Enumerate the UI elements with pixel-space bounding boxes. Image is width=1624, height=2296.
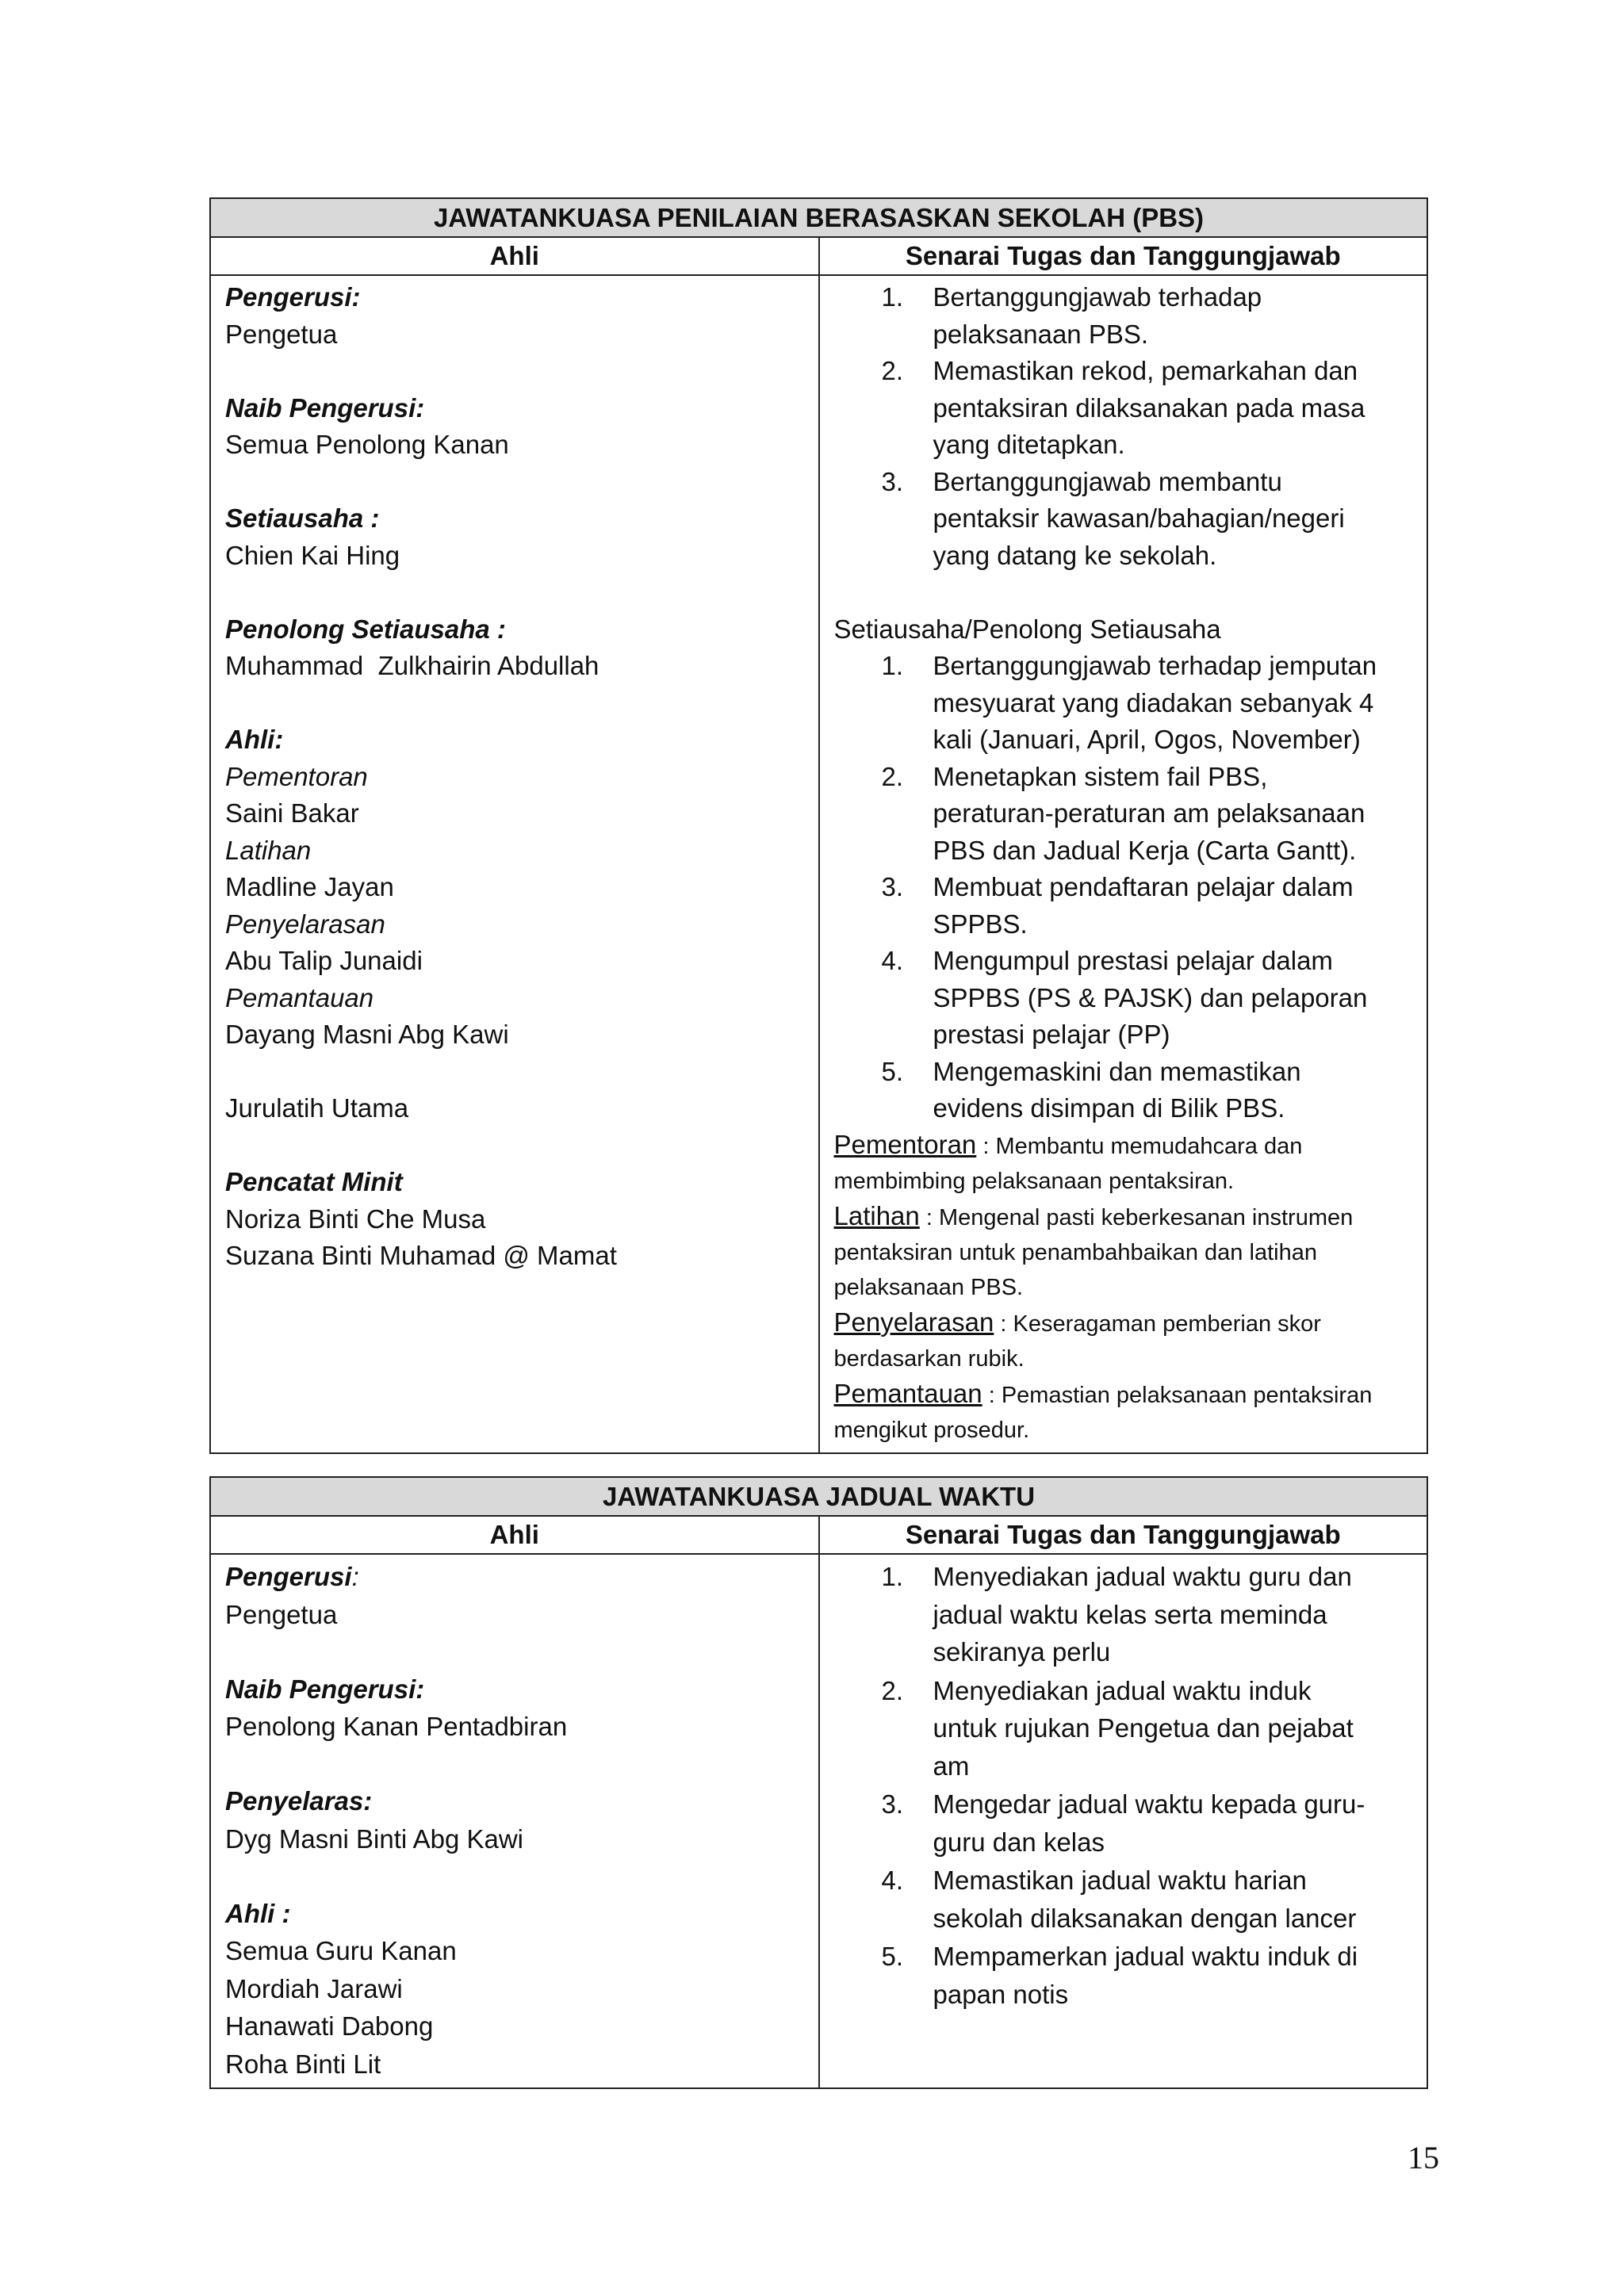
list-item: 2. Menyediakan jadual waktu induk untuk rujukan Pengetua dan pejabat am: [881, 1675, 1354, 1781]
pbs-minutes-2: Suzana Binti Muhamad @ Mamat: [225, 1241, 617, 1270]
pbs-duties-list: [834, 279, 1418, 574]
timetable-col-duties: Senarai Tugas dan Tanggungjawab: [819, 1516, 1428, 1554]
list-item: 4. Mengumpul prestasi pelajar dalam SPPBS (PS & PAJSK) dan pelaporan prestasi pelajar (PP): [881, 946, 1368, 1049]
pbs-secretary-duties-list: [834, 648, 1418, 1127]
list-item: 1. Bertanggungjawab terhadap pelaksanaan PBS.: [881, 282, 1262, 349]
pbs-definitions: [834, 1127, 1418, 1448]
pbs-training-label: Latihan: [225, 835, 312, 865]
list-item: 5. Mempamerkan jadual waktu induk di papan notis: [881, 1942, 1358, 2009]
pbs-mentoring-label: Pementoran: [225, 761, 368, 791]
pbs-duties-cell: [819, 275, 1428, 1453]
pbs-minutes-label: Pencatat Minit: [225, 1167, 403, 1196]
pbs-chair-label: Pengerusi:: [225, 282, 361, 312]
list-item: 1. Menyediakan jadual waktu guru dan jadual waktu kelas serta meminda sekiranya perlu: [881, 1562, 1352, 1667]
timetable-committee-table: [209, 1476, 1428, 2089]
definition-item: Latihan : Mengenal pasti keberkesanan instrumen pentaksiran untuk penambahbaikan dan latihan pelaksanaan PBS.: [833, 1200, 1354, 1300]
definition-item: Penyelarasan : Keseragaman pemberian skor berdasarkan rubik.: [833, 1307, 1321, 1372]
definition-item: Pementoran : Membantu memudahcara dan membimbing pelaksanaan pentaksiran.: [833, 1129, 1303, 1194]
list-item: 2. Menetapkan sistem fail PBS, peraturan-peraturan am pelaksanaan PBS dan Jadual Kerja (Carta Gantt).: [881, 761, 1365, 865]
pbs-asst-secretary-label: Penolong Setiausaha :: [225, 614, 506, 644]
pbs-mentoring: Saini Bakar: [225, 798, 359, 828]
pbs-members-label: Ahli:: [225, 725, 284, 754]
timetable-duties-list: [834, 1558, 1418, 2013]
pbs-members-cell: [210, 275, 819, 1453]
pbs-minutes-1: Noriza Binti Che Musa: [225, 1203, 486, 1234]
pbs-committee-table: [209, 197, 1428, 1454]
list-item: 1. Bertanggungjawab terhadap jemputan mesyuarat yang diadakan sebanyak 4 kali (Januari, April, Ogos, November): [881, 651, 1377, 754]
list-item: 3. Bertanggungjawab membantu pentaksir kawasan/bahagian/negeri yang datang ke sekolah.: [881, 466, 1345, 570]
timetable-members-cell: [210, 1554, 819, 2088]
timetable-member: Hanawati Dabong: [225, 2011, 434, 2041]
pbs-secretary-heading: Setiausaha/Penolong Setiausaha: [833, 614, 1221, 644]
pbs-title: JAWATANKUASA PENILAIAN BERASASKAN SEKOLAH (PBS): [210, 198, 1427, 237]
timetable-title: JAWATANKUASA JADUAL WAKTU: [210, 1477, 1427, 1516]
timetable-vice-label: Naib Pengerusi:: [225, 1674, 425, 1704]
list-item: 5. Mengemaskini dan memastikan evidens disimpan di Bilik PBS.: [881, 1056, 1301, 1123]
pbs-monitoring: Dayang Masni Abg Kawi: [225, 1020, 509, 1049]
timetable-member: Semua Guru Kanan: [225, 1936, 457, 1965]
timetable-member: Roha Binti Lit: [225, 2049, 381, 2079]
timetable-col-members: Ahli: [210, 1516, 819, 1554]
timetable-member: Mordiah Jarawi: [225, 1973, 403, 2003]
pbs-vice: Semua Penolong Kanan: [225, 430, 509, 459]
timetable-coordinator-label: Penyelaras:: [225, 1786, 373, 1816]
timetable-vice: Penolong Kanan Pentadbiran: [225, 1712, 568, 1741]
pbs-vice-label: Naib Pengerusi:: [225, 392, 425, 423]
timetable-coordinator: Dyg Masni Binti Abg Kawi: [225, 1823, 524, 1854]
timetable-members-label: Ahli :: [225, 1898, 291, 1928]
pbs-coordination: Abu Talip Junaidi: [225, 946, 423, 975]
page-number: 15: [1408, 2140, 1439, 2175]
pbs-trainer: Jurulatih Utama: [225, 1093, 409, 1123]
pbs-col-members: Ahli: [210, 237, 819, 275]
pbs-col-duties: Senarai Tugas dan Tanggungjawab: [819, 237, 1428, 275]
definition-item: Pemantauan : Pemastian pelaksanaan pentaksiran mengikut prosedur.: [833, 1378, 1373, 1443]
timetable-chair: Pengetua: [225, 1599, 338, 1629]
list-item: 3. Membuat pendaftaran pelajar dalam SPPBS.: [881, 872, 1354, 939]
pbs-secretary-label: Setiausaha :: [225, 503, 380, 533]
list-item: 3. Mengedar jadual waktu kepada guru- guru dan kelas: [881, 1789, 1365, 1857]
pbs-secretary: Chien Kai Hing: [225, 540, 400, 570]
pbs-monitoring-label: Pemantauan: [225, 982, 374, 1012]
list-item: 2. Memastikan rekod, pemarkahan dan pentaksiran dilaksanakan pada masa yang ditetapkan.: [881, 356, 1365, 459]
pbs-asst-secretary: Muhammad Zulkhairin Abdullah: [225, 651, 599, 680]
pbs-coordination-label: Penyelarasan: [225, 909, 385, 939]
timetable-chair-label: Pengerusi:: [225, 1562, 359, 1591]
pbs-chair: Pengetua: [225, 319, 338, 349]
timetable-duties-cell: [819, 1554, 1428, 2088]
pbs-training: Madline Jayan: [225, 872, 394, 901]
list-item: 4. Memastikan jadual waktu harian sekolah dilaksanakan dengan lancer: [881, 1866, 1357, 1933]
